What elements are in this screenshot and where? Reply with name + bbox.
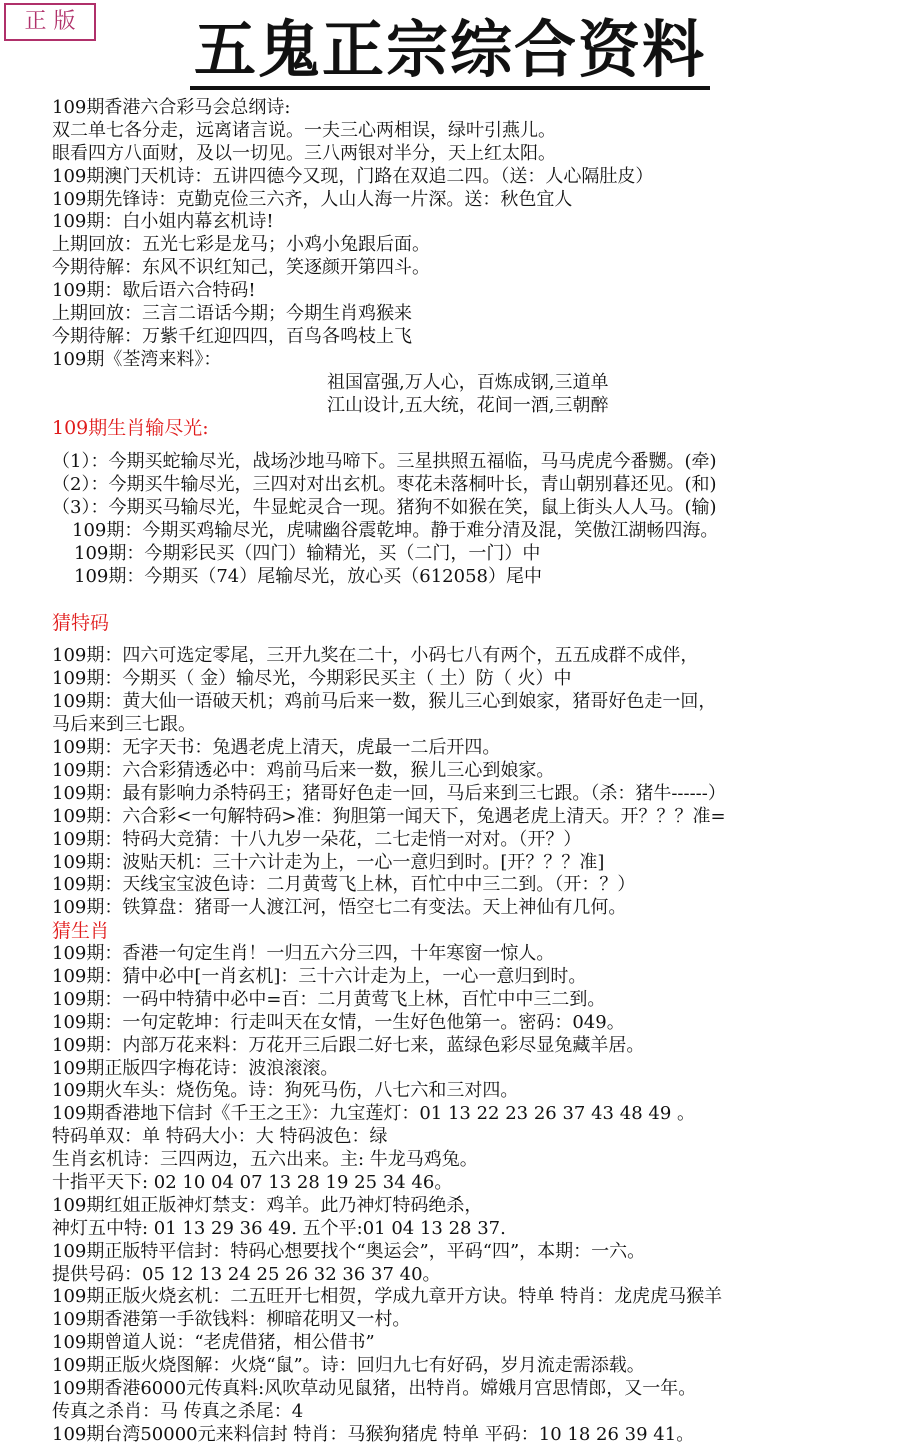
text-line: 109期：四六可选定零尾，三开九奖在二十，小码七八有两个，五五成群不成伴， xyxy=(52,645,699,667)
text-line: 109期：今期彩民买（四门）输精光，买（二门，一门）中 xyxy=(74,542,541,564)
text-line: 上期回放：三言二语话今期；今期生肖鸡猴来 xyxy=(52,303,412,325)
text-line: 109期：白小姐内幕玄机诗! xyxy=(52,211,274,233)
text-line: 109期：香港一句定生肖！一归五六分三四，十年寒窗一惊人。 xyxy=(52,943,555,965)
page-title-text: 五鬼正宗综合资料 xyxy=(190,14,710,90)
text-line: 祖国富强,万人心，百炼成钢,三道单 xyxy=(327,371,609,393)
text-line: 109期《荃湾来料》： xyxy=(52,348,222,370)
text-line: 提供号码：05 12 13 24 25 26 32 36 37 40。 xyxy=(52,1263,441,1285)
text-line: （2）：今期买牛输尽光，三四对对出玄机。枣花未落桐叶长，青山朝别暮还见。(和) xyxy=(52,474,717,496)
text-line: 109期：一句定乾坤：行走叫天在女情，一生好色他第一。密码：049。 xyxy=(52,1011,625,1033)
section-heading-lose: 109期生肖输尽光: xyxy=(52,417,209,440)
text-line: 109期：天线宝宝波色诗：二月黄莺飞上林，百忙中中三二到。（开：？） xyxy=(52,874,636,896)
text-line: 特码单双：单 特码大小：大 特码波色：绿 xyxy=(52,1126,388,1148)
text-line: 109期：内部万花来料：万花开三后跟二好七来，蓝绿色彩尽显兔藏羊居。 xyxy=(52,1034,645,1056)
text-line: 109期红姐正版神灯禁支：鸡羊。此乃神灯特码绝杀， xyxy=(52,1194,483,1216)
text-line: 109期香港6000元传真料:风吹草动见鼠猪，出特肖。嫦娥月宫思情郎，又一年。 xyxy=(52,1377,697,1399)
text-line: 109期火车头：烧伤兔。诗：狗死马伤，八七六和三对四。 xyxy=(52,1080,519,1102)
text-line: 109期正版火烧玄机：二五旺开七相贺，学成九章开方诀。特单 特肖：龙虎虎马猴羊 xyxy=(52,1286,723,1308)
text-line: 109期：今期买鸡输尽光，虎啸幽谷震乾坤。静于难分清及混，笑傲江湖畅四海。 xyxy=(72,520,719,542)
text-line: 上期回放：五光七彩是龙马；小鸡小兔跟后面。 xyxy=(52,234,430,256)
text-line: 109期：一码中特猜中必中=百：二月黄莺飞上林，百忙中中三二到。 xyxy=(52,988,606,1010)
text-line: 109期：六合彩<一句解特码>准：狗胆第一闻天下，兔遇老虎上清天。开？？？准= xyxy=(52,805,726,827)
text-line: 109期先锋诗：克勤克俭三六齐，人山人海一片深。送：秋色宜人 xyxy=(52,188,573,210)
section-heading-zodiac: 猜生肖 xyxy=(52,920,110,943)
text-line: 109期：黄大仙一语破天机；鸡前马后来一数，猴儿三心到娘家，猪哥好色走一回， xyxy=(52,691,717,713)
text-line: 109期：歇后语六合特码! xyxy=(52,280,256,302)
text-line: 109期：最有影响力杀特码王；猪哥好色走一回，马后来到三七跟。（杀：猪牛------） xyxy=(52,782,726,804)
text-line: 109期：波贴天机：三十六计走为上，一心一意归到时。[开？？？准] xyxy=(52,851,605,873)
text-line: 神灯五中特: 01 13 29 36 49. 五个平:01 04 13 28 37. xyxy=(52,1217,506,1239)
text-line: 109期曾道人说：“老虎借猪，相公借书” xyxy=(52,1332,375,1354)
text-line: 今期待解：东风不识红知己，笑逐颜开第四斗。 xyxy=(52,257,430,279)
text-line: 眼看四方八面财，及以一切见。三八两银对半分，天上红太阳。 xyxy=(52,142,556,164)
text-line: 109期：猜中必中[一肖玄机]：三十六计走为上，一心一意归到时。 xyxy=(52,965,587,987)
text-line: 生肖玄机诗：三四两边，五六出来。主: 牛龙马鸡兔。 xyxy=(52,1149,478,1171)
text-line: 双二单七各分走，远离诸言说。一夫三心两相误，绿叶引燕儿。 xyxy=(52,119,556,141)
text-line: 传真之杀肖：马 传真之杀尾：4 xyxy=(52,1400,304,1422)
text-line: （3）：今期买马输尽光，牛显蛇灵合一现。猪狗不如猴在笑，鼠上街头人人马。(输) xyxy=(52,497,717,519)
text-line: 今期待解：万紫千红迎四四，百鸟各鸣枝上飞 xyxy=(52,325,412,347)
text-line: 109期澳门天机诗：五讲四德今又现，门路在双追二四。（送：人心隔肚皮） xyxy=(52,165,654,187)
section-heading-special-number: 猜特码 xyxy=(52,611,110,634)
text-line: （1）：今期买蛇输尽光，战场沙地马啼下。三星拱照五福临，马马虎虎今番嬲。(牵) xyxy=(52,451,717,473)
text-line: 109期：今期买（ 金）输尽光，今期彩民买主（ 土）防（ 火）中 xyxy=(52,668,572,690)
text-line: 十指平天下: 02 10 04 07 13 28 19 25 34 46。 xyxy=(52,1171,453,1193)
text-line: 109期香港地下信封《千王之王》：九宝莲灯：01 13 22 23 26 37 43 48 49 。 xyxy=(52,1103,695,1125)
text-line: 109期香港六合彩马会总纲诗: xyxy=(52,97,291,118)
text-line: 109期台湾50000元来料信封 特肖：马猴狗猪虎 特单 平码：10 18 26 39 41。 xyxy=(52,1423,695,1445)
text-line: 109期香港第一手欲钱料：柳暗花明又一村。 xyxy=(52,1309,411,1331)
page-title xyxy=(0,14,900,90)
text-line: 109期：无字天书：兔遇老虎上清天，虎最一二后开四。 xyxy=(52,737,501,759)
document-body xyxy=(52,97,900,1447)
text-line: 109期：特码大竞猜：十八九岁一朵花，二七走悄一对对。（开？） xyxy=(52,828,582,850)
text-line: 109期正版火烧图解：火烧“鼠”。诗：回归九七有好码，岁月流走需添载。 xyxy=(52,1355,645,1377)
text-line: 109期：六合彩猜透必中：鸡前马后来一数，猴儿三心到娘家。 xyxy=(52,759,555,781)
text-line: 马后来到三七跟。 xyxy=(52,714,196,736)
text-line: 109期：铁算盘：猪哥一人渡江河，悟空七二有变法。天上神仙有几何。 xyxy=(52,897,627,919)
genuine-badge: 正 版 xyxy=(4,3,96,41)
text-line: 109期正版特平信封：特码心想要找个“奥运会”，平码“四”，本期：一六。 xyxy=(52,1240,646,1262)
text-line: 109期正版四字梅花诗：波浪滚滚。 xyxy=(52,1057,339,1079)
text-line: 江山设计,五大统，花间一酒,三朝醉 xyxy=(327,394,609,416)
text-line: 109期：今期买（74）尾输尽光，放心买（612058）尾中 xyxy=(74,565,542,587)
